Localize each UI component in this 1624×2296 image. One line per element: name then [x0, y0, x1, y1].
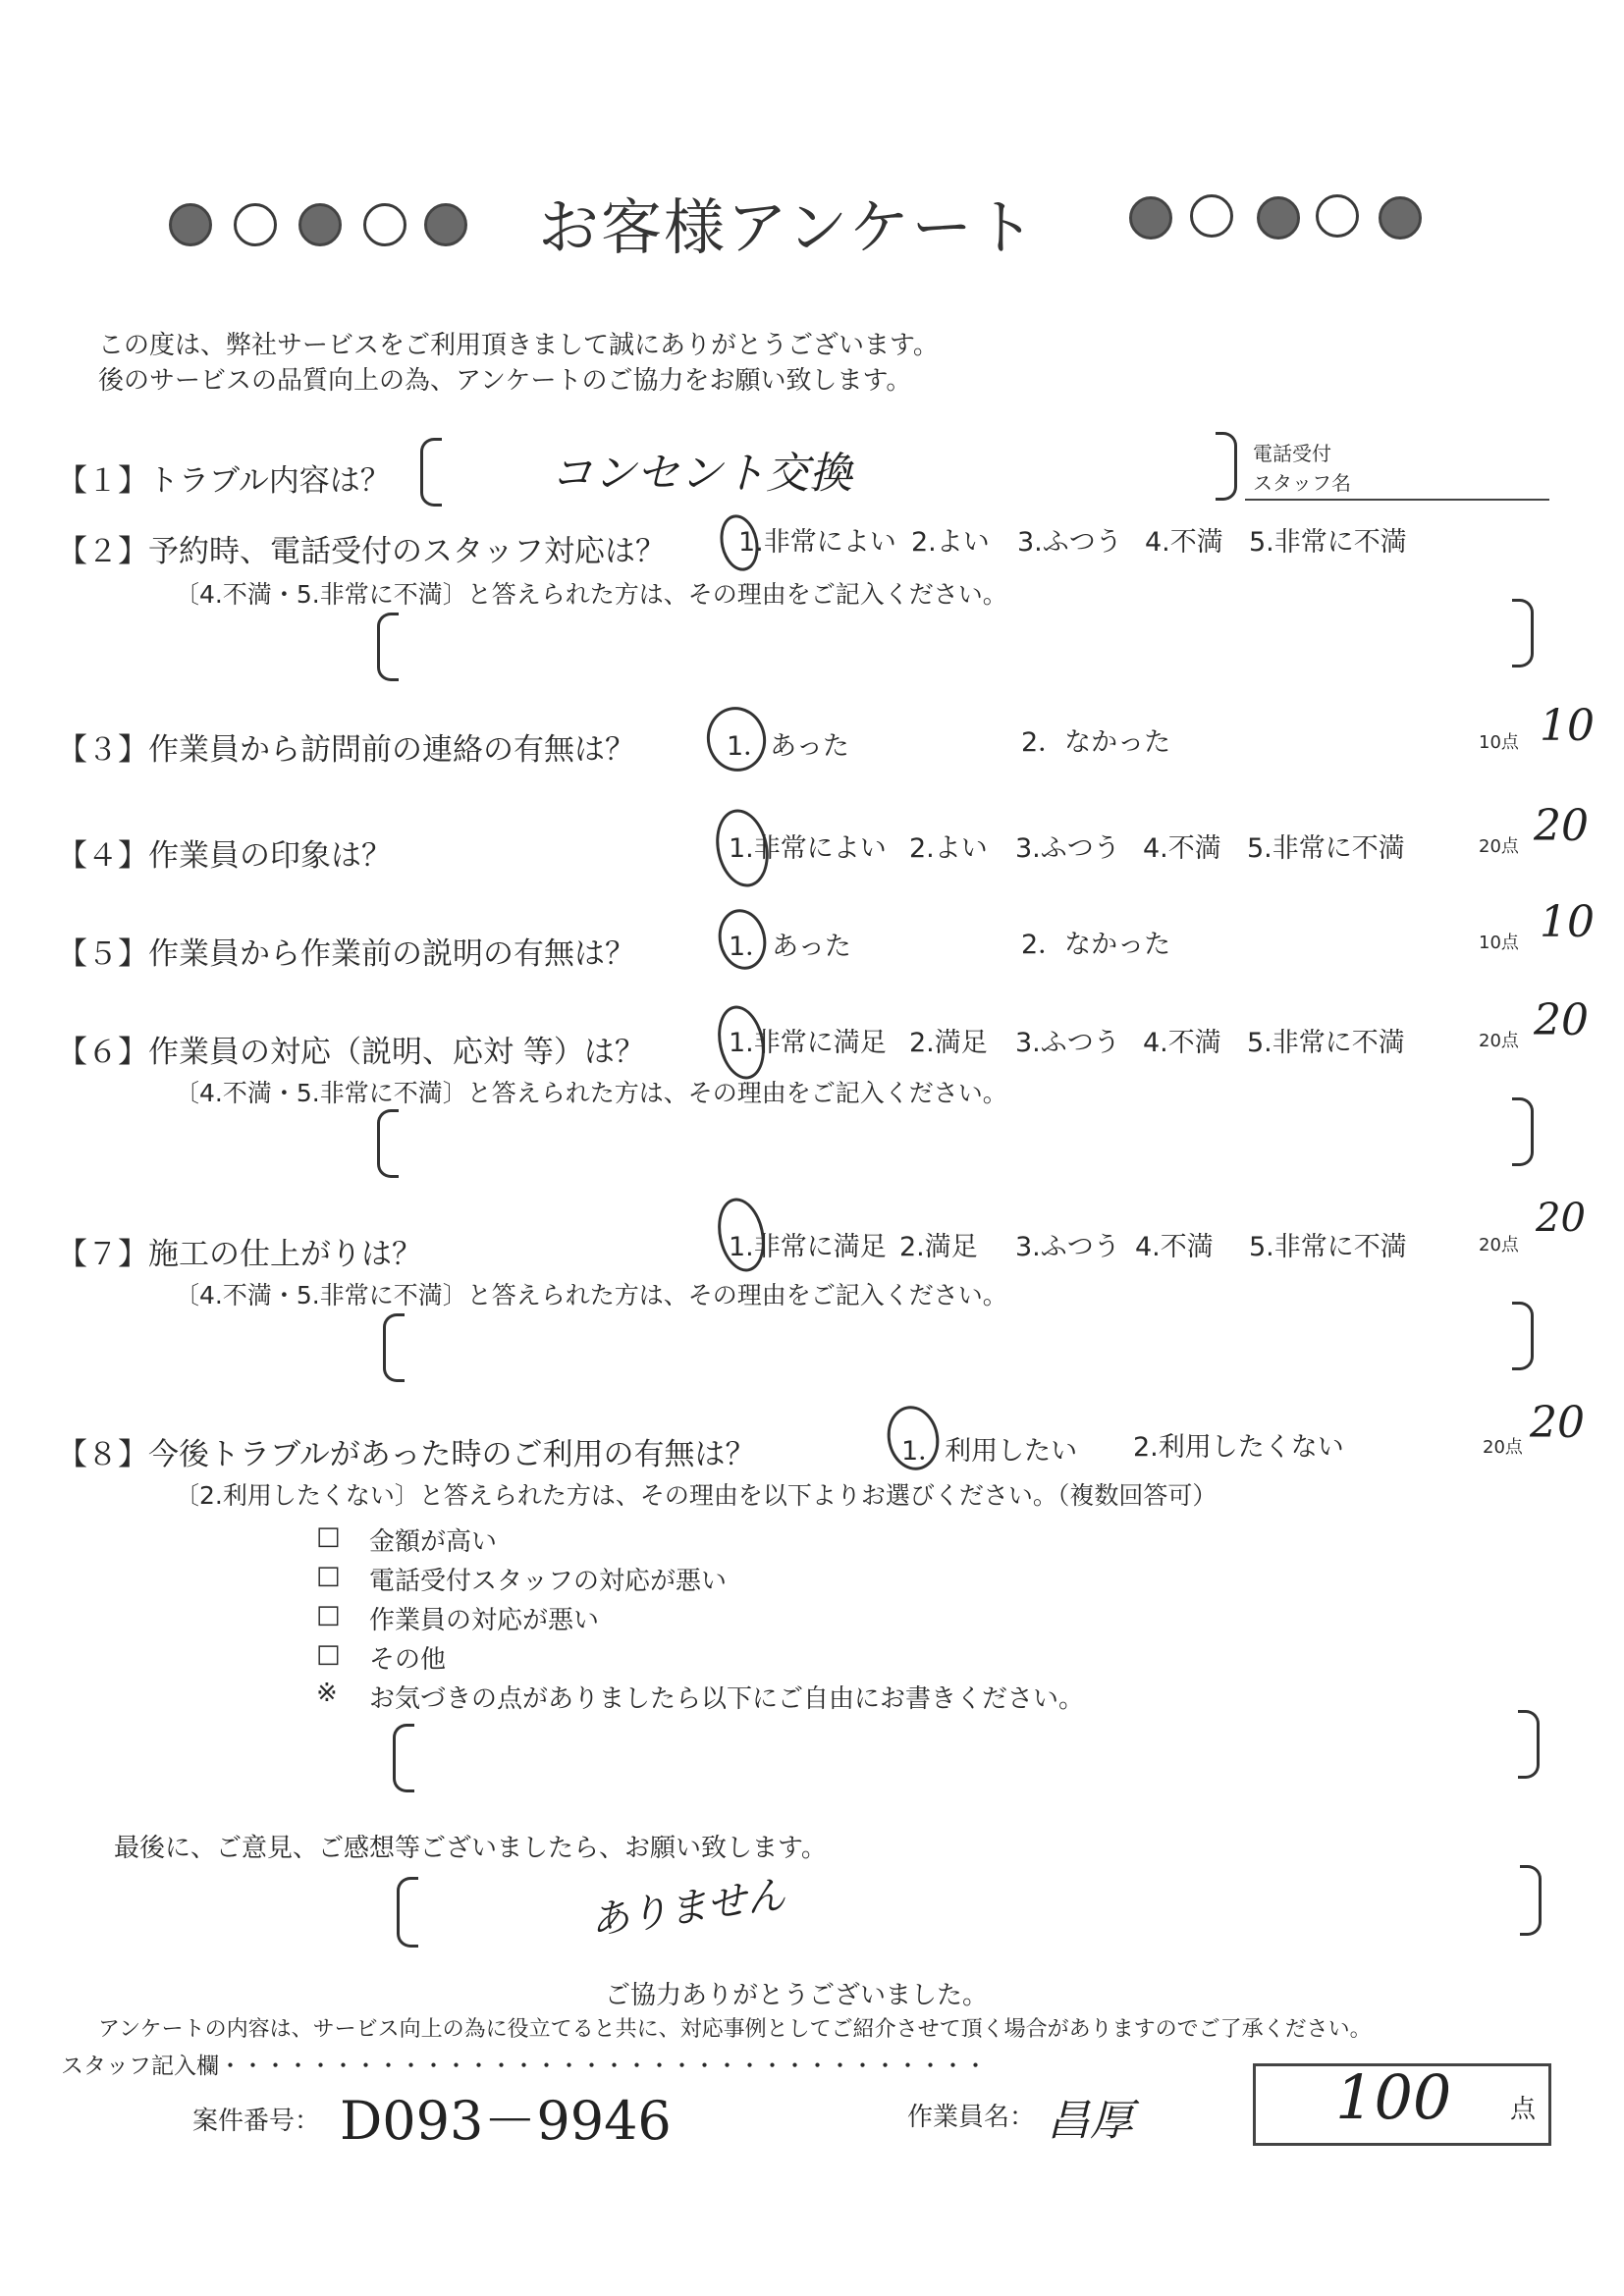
staff-section-label: スタッフ記入欄・・・・・・・・・・・・・・・・・・・・・・・・・・・・・・・・・・	[61, 2054, 987, 2079]
q5-score[interactable]: 10	[1540, 897, 1595, 947]
q8-reason-checkbox[interactable]: □	[316, 1522, 341, 1551]
case-number-label: 案件番号：	[192, 2107, 321, 2136]
q4-score[interactable]: 20	[1534, 801, 1589, 851]
q2-label: 【２】予約時、電話受付のスタッフ対応は？	[57, 534, 666, 569]
q1-label: 【１】トラブル内容は？	[57, 463, 391, 499]
q3-score[interactable]: 10	[1540, 701, 1595, 751]
q8-option-1[interactable]: 1．利用したい	[901, 1436, 1078, 1467]
q7-reason-bracket-right	[1512, 1302, 1534, 1370]
q6-option-4[interactable]: 4.不満	[1143, 1028, 1221, 1058]
q4-option-5[interactable]: 5.非常に不満	[1247, 833, 1405, 864]
q8-reason-prompt: 〔2.利用したくない〕と答えられた方は、その理由を以下よりお選びください。（複数回答可）	[175, 1481, 1218, 1510]
header-dot	[1129, 196, 1172, 240]
footer-notice: アンケートの内容は、サービス向上の為に役立てると共に、対応事例としてご紹介させて頂く場合がありますのでご了承ください。	[98, 2017, 1372, 2042]
q5-label: 【５】作業員から作業前の説明の有無は？	[57, 936, 635, 972]
q7-reason-prompt: 〔4.不満・5.非常に不満〕と答えられた方は、その理由をご記入ください。	[175, 1281, 1007, 1309]
page-title: お客様アンケート	[538, 191, 1038, 263]
q6-label: 【６】作業員の対応（説明、応対 等）は？	[57, 1035, 645, 1070]
q6-option-1[interactable]: 1.非常に満足	[729, 1028, 887, 1058]
q8-score[interactable]: 20	[1530, 1398, 1585, 1448]
q1-bracket-left	[420, 438, 442, 507]
header-circle	[363, 203, 406, 246]
q7-option-4[interactable]: 4.不満	[1135, 1232, 1214, 1262]
q3-points: 10点	[1479, 732, 1519, 753]
header-circle	[1190, 194, 1233, 238]
q8-free-bracket-left	[393, 1724, 414, 1792]
q7-option-1[interactable]: 1.非常に満足	[729, 1232, 887, 1262]
q6-reason-bracket-left	[377, 1109, 399, 1178]
q6-points: 20点	[1479, 1031, 1519, 1051]
header-dot	[1257, 196, 1300, 240]
q8-free-bracket-right	[1518, 1710, 1540, 1779]
q8-points: 20点	[1483, 1437, 1523, 1458]
q3-option-2[interactable]: 2．なかった	[1021, 727, 1171, 758]
header-dot	[1379, 196, 1422, 240]
footer-thanks: ご協力ありがとうございました。	[605, 1981, 989, 2010]
worker-name[interactable]: 昌厚	[1047, 2096, 1133, 2146]
q4-option-4[interactable]: 4.不満	[1143, 833, 1221, 864]
q2-reason-bracket-right	[1512, 599, 1534, 667]
q8-reason-4: その他	[369, 1645, 447, 1675]
q7-points: 20点	[1479, 1235, 1519, 1255]
total-score-unit: 点	[1510, 2095, 1537, 2124]
q6-score[interactable]: 20	[1534, 995, 1589, 1045]
q4-option-1[interactable]: 1.非常によい	[729, 833, 887, 864]
q7-reason-bracket-left	[383, 1313, 405, 1382]
q2-option-5[interactable]: 5.非常に不満	[1249, 527, 1407, 558]
q5-points: 10点	[1479, 933, 1519, 953]
q7-option-2[interactable]: 2.満足	[899, 1232, 978, 1262]
q8-reason-2: 電話受付スタッフの対応が悪い	[369, 1567, 728, 1596]
q7-label: 【７】施工の仕上がりは？	[57, 1237, 422, 1272]
q6-option-2[interactable]: 2.満足	[909, 1028, 988, 1058]
q8-reason-3: 作業員の対応が悪い	[369, 1606, 600, 1635]
q1-staff-label-2: スタッフ名	[1253, 471, 1351, 495]
q3-option-1[interactable]: 1．あった	[727, 731, 849, 762]
q7-score[interactable]: 20	[1536, 1196, 1586, 1241]
header-circle	[234, 203, 277, 246]
worker-name-label: 作業員名：	[907, 2103, 1036, 2132]
q4-option-2[interactable]: 2.よい	[909, 833, 988, 864]
q6-option-3[interactable]: 3.ふつう	[1015, 1028, 1120, 1058]
q8-free-prompt: お気づきの点がありましたら以下にご自由にお書きください。	[369, 1684, 1085, 1714]
q2-reason-bracket-left	[377, 613, 399, 681]
q6-reason-bracket-right	[1512, 1097, 1534, 1166]
q3-label: 【３】作業員から訪問前の連絡の有無は？	[57, 732, 635, 768]
q2-reason-prompt: 〔4.不満・5.非常に不満〕と答えられた方は、その理由をご記入ください。	[175, 580, 1007, 609]
header-dot	[424, 203, 467, 246]
final-bracket-left	[397, 1877, 418, 1948]
q4-points: 20点	[1479, 836, 1519, 857]
q8-reason-checkbox[interactable]: □	[316, 1600, 341, 1629]
q1-bracket-right	[1216, 432, 1237, 501]
q5-option-2[interactable]: 2．なかった	[1021, 930, 1171, 960]
header-dot	[298, 203, 342, 246]
intro-line-2: 後のサービスの品質向上の為、アンケートのご協力をお願い致します。	[98, 366, 912, 396]
q1-staff-name-line[interactable]	[1245, 499, 1549, 501]
q7-option-5[interactable]: 5.非常に不満	[1249, 1232, 1407, 1262]
q8-option-2[interactable]: 2.利用したくない	[1133, 1432, 1344, 1463]
q8-reason-checkbox[interactable]: □	[316, 1639, 341, 1669]
q8-free-prompt-mark: ※	[316, 1679, 338, 1708]
q4-option-3[interactable]: 3.ふつう	[1015, 833, 1120, 864]
q1-answer[interactable]: コンセント交換	[550, 449, 852, 499]
q5-option-1[interactable]: 1．あった	[729, 932, 851, 962]
total-score[interactable]: 100	[1335, 2061, 1452, 2133]
final-bracket-right	[1520, 1865, 1542, 1936]
q2-option-2[interactable]: 2.よい	[911, 527, 990, 558]
q2-option-1[interactable]: 1.非常によい	[738, 527, 896, 558]
q8-reason-1: 金額が高い	[369, 1527, 498, 1557]
q8-label: 【８】今後トラブルがあった時のご利用の有無は？	[57, 1437, 756, 1472]
header-dot	[169, 203, 212, 246]
case-number[interactable]: D093－9946	[340, 2090, 672, 2152]
q1-staff-label-1: 電話受付	[1253, 442, 1331, 465]
final-answer[interactable]: ありません	[587, 1872, 788, 1945]
q4-label: 【４】作業員の印象は？	[57, 838, 392, 874]
final-prompt: 最後に、ご意見、ご感想等ございましたら、お願い致します。	[114, 1834, 827, 1863]
q8-reason-checkbox[interactable]: □	[316, 1561, 341, 1590]
q2-option-3[interactable]: 3.ふつう	[1017, 527, 1122, 558]
q6-option-5[interactable]: 5.非常に不満	[1247, 1028, 1405, 1058]
intro-line-1: この度は、弊社サービスをご利用頂きまして誠にありがとうございます。	[98, 331, 939, 360]
q7-option-3[interactable]: 3.ふつう	[1015, 1232, 1120, 1262]
q2-option-4[interactable]: 4.不満	[1145, 527, 1223, 558]
q6-reason-prompt: 〔4.不満・5.非常に不満〕と答えられた方は、その理由をご記入ください。	[175, 1079, 1007, 1107]
header-circle	[1316, 194, 1359, 238]
